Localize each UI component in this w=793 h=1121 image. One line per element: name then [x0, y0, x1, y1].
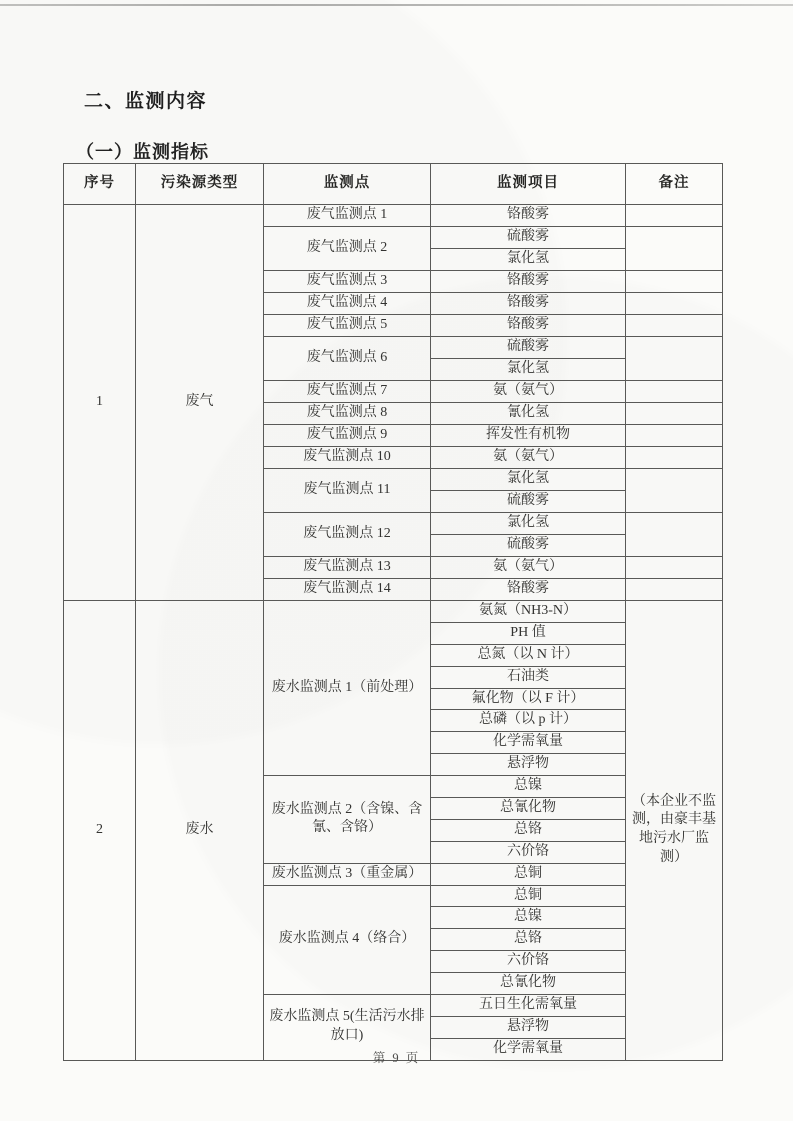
remark-cell — [626, 447, 723, 469]
table-row — [64, 601, 723, 623]
monitoring-item-cell: 氨（氨气） — [431, 447, 626, 469]
page-number: 第 9 页 — [372, 1051, 421, 1065]
monitoring-item-cell: 铬酸雾 — [431, 293, 626, 315]
monitoring-item-cell: 总磷（以 p 计） — [431, 710, 626, 732]
monitoring-item-cell: 氨（氨气） — [431, 381, 626, 403]
table-header-row — [64, 164, 723, 205]
remark-cell — [626, 425, 723, 447]
source-type-cell: 废水 — [136, 601, 264, 1061]
monitoring-point-cell: 废水监测点 3（重金属） — [264, 863, 431, 885]
section-title: 二、监测内容 — [84, 91, 208, 112]
monitoring-item-cell: 石油类 — [431, 666, 626, 688]
monitoring-point-cell: 废气监测点 7 — [264, 381, 431, 403]
remark-cell — [626, 315, 723, 337]
remark-cell — [626, 337, 723, 381]
monitoring-point-cell: 废水监测点 1（前处理） — [264, 601, 431, 776]
monitoring-item-cell: 挥发性有机物 — [431, 425, 626, 447]
remark-cell — [626, 381, 723, 403]
monitoring-item-cell: 氨（氨气） — [431, 557, 626, 579]
monitoring-item-cell: 硫酸雾 — [431, 227, 626, 249]
header-cell-number: 序号 — [64, 164, 136, 205]
row-number-cell: 1 — [64, 205, 136, 601]
remark-cell — [626, 227, 723, 271]
monitoring-point-cell: 废气监测点 14 — [264, 579, 431, 601]
monitoring-point-cell: 废气监测点 6 — [264, 337, 431, 381]
monitoring-item-cell: 总铜 — [431, 863, 626, 885]
monitoring-item-cell: 化学需氧量 — [431, 732, 626, 754]
monitoring-point-cell: 废气监测点 3 — [264, 271, 431, 293]
monitoring-indicators-table — [63, 163, 723, 1061]
monitoring-point-cell: 废气监测点 13 — [264, 557, 431, 579]
monitoring-point-cell: 废气监测点 10 — [264, 447, 431, 469]
remark-cell — [626, 271, 723, 293]
monitoring-item-cell: 氯化氢 — [431, 513, 626, 535]
monitoring-point-cell: 废气监测点 9 — [264, 425, 431, 447]
monitoring-point-cell: 废气监测点 11 — [264, 469, 431, 513]
monitoring-point-cell: 废气监测点 8 — [264, 403, 431, 425]
monitoring-item-cell: 氯化氢 — [431, 469, 626, 491]
row-number-cell: 2 — [64, 601, 136, 1061]
monitoring-point-cell: 废气监测点 1 — [264, 205, 431, 227]
header-cell-source-type: 污染源类型 — [136, 164, 264, 205]
remark-cell — [626, 579, 723, 601]
remark-cell — [626, 403, 723, 425]
monitoring-point-cell: 废气监测点 2 — [264, 227, 431, 271]
source-type-cell: 废气 — [136, 205, 264, 601]
monitoring-point-cell: 废水监测点 2（含镍、含氰、含铬） — [264, 776, 431, 864]
monitoring-item-cell: 硫酸雾 — [431, 491, 626, 513]
header-cell-point: 监测点 — [264, 164, 431, 205]
monitoring-item-cell: 总镍 — [431, 776, 626, 798]
monitoring-item-cell: 总氰化物 — [431, 973, 626, 995]
monitoring-item-cell: 总铬 — [431, 929, 626, 951]
monitoring-item-cell: 氨氮（NH3-N） — [431, 601, 626, 623]
remark-cell — [626, 205, 723, 227]
subsection-title: （一）监测指标 — [76, 142, 209, 162]
monitoring-table-body — [64, 205, 723, 1061]
monitoring-item-cell: 铬酸雾 — [431, 271, 626, 293]
monitoring-item-cell: 化学需氧量 — [431, 1038, 626, 1060]
monitoring-item-cell: 悬浮物 — [431, 1016, 626, 1038]
monitoring-item-cell: 五日生化需氧量 — [431, 995, 626, 1017]
remark-cell — [626, 557, 723, 579]
monitoring-item-cell: 六价铬 — [431, 841, 626, 863]
monitoring-item-cell: 总氰化物 — [431, 798, 626, 820]
monitoring-item-cell: 铬酸雾 — [431, 579, 626, 601]
monitoring-item-cell: PH 值 — [431, 622, 626, 644]
remark-cell — [626, 469, 723, 513]
monitoring-item-cell: 铬酸雾 — [431, 205, 626, 227]
monitoring-item-cell: 总铬 — [431, 819, 626, 841]
monitoring-item-cell: 总氮（以 N 计） — [431, 644, 626, 666]
monitoring-item-cell: 悬浮物 — [431, 754, 626, 776]
monitoring-point-cell: 废气监测点 4 — [264, 293, 431, 315]
monitoring-point-cell: 废气监测点 12 — [264, 513, 431, 557]
monitoring-item-cell: 总铜 — [431, 885, 626, 907]
header-cell-remark: 备注 — [626, 164, 723, 205]
monitoring-item-cell: 六价铬 — [431, 951, 626, 973]
scan-artifact-line — [0, 4, 793, 6]
monitoring-item-cell: 总镍 — [431, 907, 626, 929]
monitoring-item-cell: 氯化氢 — [431, 249, 626, 271]
monitoring-point-cell: 废气监测点 5 — [264, 315, 431, 337]
monitoring-item-cell: 铬酸雾 — [431, 315, 626, 337]
monitoring-item-cell: 氰化氢 — [431, 403, 626, 425]
monitoring-item-cell: 氟化物（以 F 计） — [431, 688, 626, 710]
monitoring-item-cell: 硫酸雾 — [431, 337, 626, 359]
monitoring-point-cell: 废水监测点 4（络合） — [264, 885, 431, 994]
table-row — [64, 205, 723, 227]
monitoring-item-cell: 氯化氢 — [431, 359, 626, 381]
remark-cell: （本企业不监测，由豪丰基地污水厂监测） — [626, 601, 723, 1061]
monitoring-point-cell: 废水监测点 5(生活污水排放口) — [264, 995, 431, 1061]
header-cell-item: 监测项目 — [431, 164, 626, 205]
monitoring-item-cell: 硫酸雾 — [431, 535, 626, 557]
remark-cell — [626, 293, 723, 315]
remark-cell — [626, 513, 723, 557]
